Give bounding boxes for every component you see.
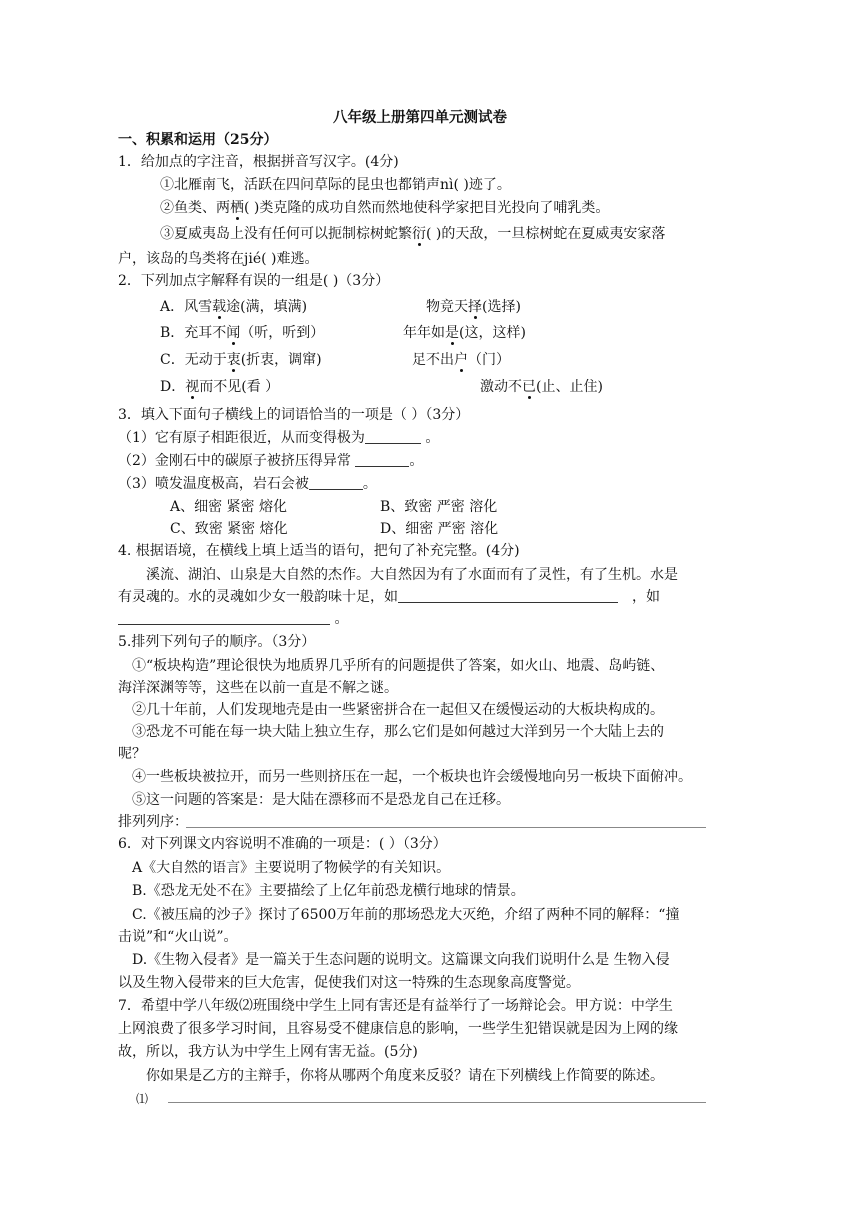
q5-stem: 5.排列下列句子的顺序。（3分） bbox=[118, 634, 316, 650]
q3-blank-2 bbox=[355, 452, 409, 467]
q4-para-line3 bbox=[118, 609, 348, 629]
q6-stem: 6．对下列课文内容说明不准确的一项是：( ）（3分） bbox=[118, 836, 447, 852]
q2-b1-rest: （听，听到） bbox=[240, 325, 325, 341]
q1-pinyin-jie: jié bbox=[244, 251, 262, 267]
q1-line3-text: ③夏威夷岛上没有任何可以扼制棕树蛇繁 bbox=[160, 226, 412, 242]
q2-c1-dot: 衷 bbox=[226, 352, 241, 368]
q3-s3-text: （3）喷发温度极高，岩石会被 bbox=[118, 476, 309, 492]
q3-option-b: B、致密 严密 溶化 bbox=[380, 499, 498, 515]
q3-s2-end: 。 bbox=[409, 453, 424, 469]
q1-pinyin-ni: nì bbox=[440, 177, 454, 193]
q2-a1-rest: 途(满，填满) bbox=[226, 299, 308, 315]
q2-b2-text: 年年如 bbox=[403, 325, 445, 341]
q1-line4-text: 户，该岛的鸟类将在 bbox=[118, 251, 244, 267]
q2-a1-dot: 载 bbox=[212, 299, 227, 315]
q6-option-a: A《大自然的语言》主要说明了物候学的有关知识。 bbox=[132, 860, 451, 876]
q7-para-line3: 故，所以，我方认为中学生上网有害无益。(5分) bbox=[118, 1044, 418, 1060]
q4-blank-1 bbox=[398, 588, 618, 603]
q1-line2 bbox=[160, 198, 609, 218]
page-title: 八年级上册第四单元测试卷 bbox=[333, 109, 507, 126]
q2-b2-rest: (这，这样) bbox=[459, 325, 526, 341]
q1-answer-blank-1: ( )迹了。 bbox=[453, 177, 511, 193]
q2-b1-text: B．充耳不 bbox=[160, 325, 227, 341]
q2-b2-dot: 是 bbox=[445, 325, 459, 341]
section-heading: 一、积累和运用（25分） bbox=[118, 132, 278, 148]
q5-sentence-3a: ③恐龙不可能在每一块大陆上独立生存，那么它们是如何越过大洋到另一个大陆上去的 bbox=[132, 724, 664, 740]
q6-option-c-line2: 击说”和“火山说”。 bbox=[118, 929, 238, 945]
q2-a2-dot: 择 bbox=[468, 299, 482, 315]
q3-option-c: C、致密 紧密 熔化 bbox=[170, 521, 288, 537]
q2-option-d-left bbox=[160, 377, 279, 397]
q3-s1-end: 。 bbox=[420, 430, 440, 446]
q2-a2-rest: (选择) bbox=[482, 299, 521, 315]
q7-para-line2: 上网浪费了很多学习时间，且容易受不健康信息的影响，一些学生犯错误就是因为上网的缘 bbox=[118, 1021, 678, 1037]
q5-order-label: 排列列序： bbox=[118, 814, 188, 830]
q1-line1 bbox=[160, 175, 511, 195]
q5-sentence-1a: ①“板块构造”理论很快为地质界几乎所有的问题提供了答案，如火山、地震、岛屿链、 bbox=[132, 658, 665, 674]
q7-item-1-answer-line bbox=[168, 1102, 706, 1103]
q1-line3-rest: ( )的天敌，一旦棕树蛇在夏威夷安家落 bbox=[426, 226, 666, 242]
q3-s1-text: （1）它有原子相距很近，从而变得极为 bbox=[118, 430, 365, 446]
q4-stem: 4. 根据语境，在横线上填上适当的语句，把句了补充完整。(4分) bbox=[118, 543, 520, 559]
q6-option-c-line1: C.《被压扁的沙子》探讨了6500万年前的那场恐龙大灭绝，介绍了两种不同的解释：“撞 bbox=[132, 907, 680, 923]
q5-sentence-1b: 海洋深渊等等，这些在以前一直是不解之谜。 bbox=[118, 680, 398, 696]
q4-p2-text: 有灵魂的。水的灵魂如少女一般韵味十足，如 bbox=[118, 589, 398, 605]
q7-para-line4: 你如果是乙方的主辩手，你将从哪两个角度来反驳？请在下列横线上作简要的陈述。 bbox=[146, 1068, 664, 1084]
q4-para-line2 bbox=[118, 587, 660, 607]
q2-c1-text: C．无动于 bbox=[160, 352, 227, 368]
q4-p2-ru: ，如 bbox=[632, 589, 660, 605]
q2-option-b-left bbox=[160, 323, 324, 343]
q1-line4 bbox=[118, 249, 318, 269]
q2-d2-dot: 已 bbox=[522, 379, 536, 395]
q4-blank-2 bbox=[118, 610, 330, 625]
q2-option-d-right bbox=[480, 377, 603, 397]
q2-a2-text: 物竞天 bbox=[426, 299, 468, 315]
q4-p3-end: 。 bbox=[330, 611, 349, 627]
q4-para-line1: 溪流、湖泊、山泉是大自然的杰作。大自然因为有了水面而有了灵性，有了生机。水是 bbox=[146, 567, 678, 583]
q6-option-b: B.《恐龙无处不在》主要描绘了上亿年前恐龙横行地球的情景。 bbox=[132, 883, 525, 899]
q2-a1-text: A．风雪 bbox=[160, 299, 213, 315]
q3-stem: 3．填入下面句子横线上的词语恰当的一项是（ ）（3分） bbox=[118, 407, 470, 423]
q1-stem: 1．给加点的字注音，根据拼音写汉字。(4分) bbox=[118, 154, 399, 170]
q2-d1-dot: 视 bbox=[185, 379, 200, 395]
q2-c1-rest: (折衷，调窜) bbox=[240, 352, 322, 368]
q6-option-d-line1: D.《生物入侵者》是一篇关于生态问题的说明文。这篇课文向我们说明什么是 生物入侵 bbox=[132, 952, 670, 968]
q2-d1-text: D． bbox=[160, 379, 186, 395]
q5-sentence-2: ②几十年前，人们发现地壳是由一些紧密拼合在一起但又在缓慢运动的大板块构成的。 bbox=[132, 702, 664, 718]
q2-c2-dot: 户 bbox=[454, 352, 468, 368]
q2-c2-rest: （门） bbox=[468, 352, 510, 368]
q2-option-c-right bbox=[412, 350, 510, 370]
q2-b1-dot: 闻 bbox=[226, 325, 241, 341]
q1-line2-rest: ( )类克隆的成功自然而然地使科学家把目光投向了哺乳类。 bbox=[244, 200, 610, 216]
q2-d1-rest: 而不见(看 ） bbox=[199, 379, 280, 395]
q2-option-c-left bbox=[160, 350, 322, 370]
q3-s2-text: （2）金刚石中的碳原子被挤压得异常 bbox=[118, 453, 356, 469]
q3-option-d: D、细密 严密 溶化 bbox=[380, 521, 499, 537]
q5-sentence-4: ④一些板块被拉开，而另一些则挤压在一起，一个板块也许会缓慢地向另一板块下面俯冲。 bbox=[132, 769, 692, 785]
q1-dotted-char-qi: 栖 bbox=[230, 200, 244, 216]
q6-option-d-line2: 以及生物入侵带来的巨大危害，促使我们对这一特殊的生态现象高度警觉。 bbox=[118, 975, 580, 991]
q5-sentence-5: ⑤这一问题的答案是：是大陆在漂移而不是恐龙自己在迁移。 bbox=[132, 792, 510, 808]
q5-sentence-3b: 呢？ bbox=[118, 746, 146, 762]
q3-blank-3 bbox=[309, 475, 363, 490]
q2-c2-text: 足不出 bbox=[412, 352, 454, 368]
q2-d2-text: 激动不 bbox=[480, 379, 522, 395]
q2-stem: 2．下列加点字解释有误的一组是( )（3分） bbox=[118, 273, 390, 289]
q2-option-a-left bbox=[160, 297, 307, 317]
q3-s3-end: 。 bbox=[362, 476, 377, 492]
q2-option-a-right bbox=[426, 297, 521, 317]
q7-para-line1: 7．希望中学八年级⑵班围绕中学生上同有害还是有益举行了一场辩论会。甲方说：中学生 bbox=[118, 998, 673, 1014]
q2-d2-rest: (止、止住) bbox=[536, 379, 603, 395]
q3-sentence-3 bbox=[118, 474, 377, 494]
q5-order-answer-line bbox=[186, 827, 706, 828]
q3-sentence-1 bbox=[118, 428, 439, 448]
q1-line4-rest: ( )难逃。 bbox=[261, 251, 319, 267]
q1-line1-text: ①北雁南飞，活跃在四问草际的昆虫也都销声 bbox=[160, 177, 440, 193]
q7-item-1-marker: ⑴ bbox=[136, 1092, 149, 1106]
q1-line3 bbox=[160, 224, 665, 244]
q3-sentence-2 bbox=[118, 451, 423, 471]
q2-option-b-right bbox=[403, 323, 526, 343]
q3-option-a: A、细密 紧密 熔化 bbox=[170, 499, 288, 515]
q1-line2-text: ②鱼类、两 bbox=[160, 200, 230, 216]
q1-dotted-char-yan: 衍 bbox=[412, 226, 426, 242]
q3-blank-1 bbox=[365, 429, 421, 444]
